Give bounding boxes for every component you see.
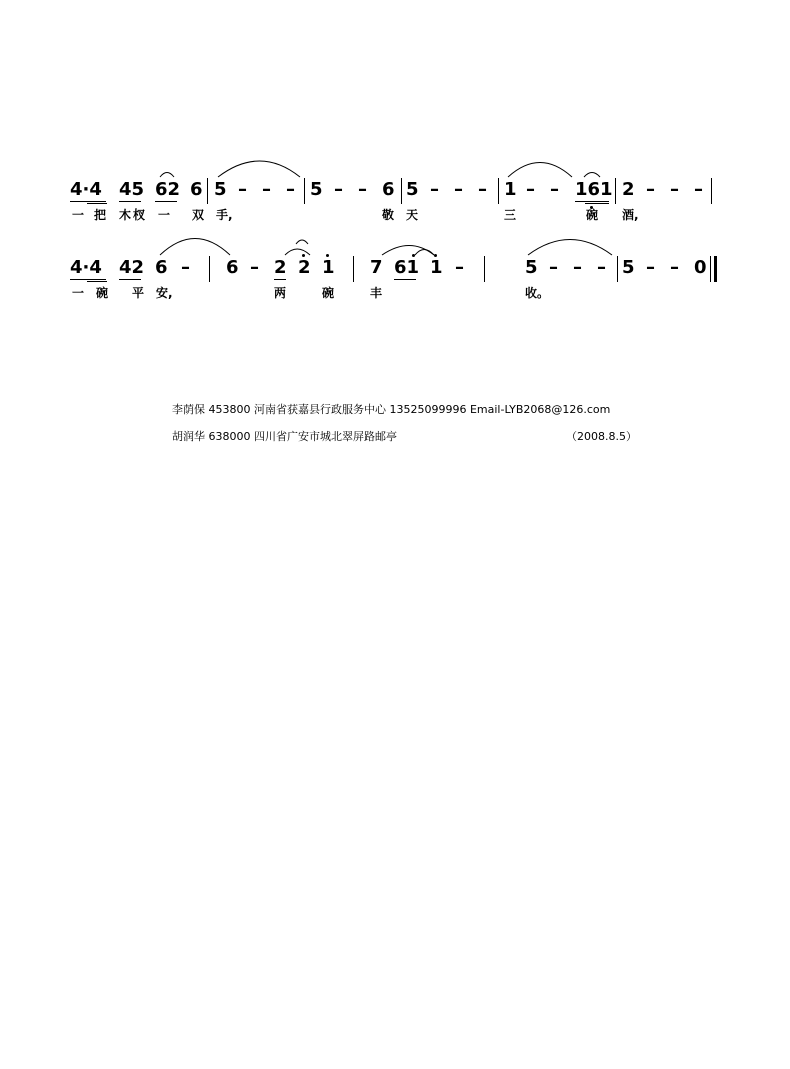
credit-line-2: 胡润华 638000 四川省广安市城北翠屏路邮亭 xyxy=(172,430,397,443)
lyric: 安, xyxy=(156,286,173,300)
note: 42 xyxy=(119,257,145,278)
barline xyxy=(207,178,208,204)
note: 62 xyxy=(155,179,181,200)
lyric: 木 xyxy=(119,208,132,222)
note: 5 xyxy=(406,179,419,200)
barline xyxy=(353,256,354,282)
note: 7 xyxy=(370,257,383,278)
barline xyxy=(304,178,305,204)
note: – xyxy=(286,179,295,200)
note: 4·4 xyxy=(70,179,102,200)
beam-line xyxy=(119,201,141,202)
lyric: 杈 xyxy=(133,208,146,222)
note: – xyxy=(358,179,367,200)
note: – xyxy=(573,257,582,278)
lyric: 碗 xyxy=(96,286,109,300)
lyric: 碗 xyxy=(322,286,335,300)
note: – xyxy=(526,179,535,200)
beam-line xyxy=(87,203,107,204)
barline xyxy=(615,178,616,204)
lyric: 手, xyxy=(216,208,233,222)
note: 2 xyxy=(298,257,311,278)
note: 6 xyxy=(155,257,168,278)
note: – xyxy=(670,179,679,200)
note: – xyxy=(430,179,439,200)
lyric: 天 xyxy=(406,208,419,222)
note: – xyxy=(550,179,559,200)
note: 5 xyxy=(622,257,635,278)
credit-date: （2008.8.5） xyxy=(566,430,637,443)
lyric: 把 xyxy=(94,208,107,222)
lyric: 双 xyxy=(192,208,205,222)
score-row-1 xyxy=(0,160,790,230)
beam-line xyxy=(394,279,416,280)
note: 1 xyxy=(322,257,335,278)
note: 161 xyxy=(575,179,613,200)
octave-dot xyxy=(326,254,329,257)
note: – xyxy=(238,179,247,200)
beam-line xyxy=(87,281,107,282)
note: 2 xyxy=(622,179,635,200)
note: 1 xyxy=(504,179,517,200)
beam-line xyxy=(70,279,106,280)
note: – xyxy=(597,257,606,278)
note: 2 xyxy=(274,257,287,278)
beam-line xyxy=(70,201,106,202)
note: – xyxy=(646,257,655,278)
lyric: 酒, xyxy=(622,208,639,222)
note: 6 xyxy=(382,179,395,200)
lyric: 一 xyxy=(72,286,85,300)
note: – xyxy=(646,179,655,200)
lyric: 平 xyxy=(132,286,145,300)
note: 45 xyxy=(119,179,145,200)
barline xyxy=(711,178,712,204)
lyric: 一 xyxy=(72,208,85,222)
note: – xyxy=(670,257,679,278)
note: 61 xyxy=(394,257,420,278)
barline xyxy=(710,256,711,282)
note: – xyxy=(181,257,190,278)
lyric: 敬 xyxy=(382,208,395,222)
note: – xyxy=(549,257,558,278)
note: – xyxy=(262,179,271,200)
note: – xyxy=(250,257,259,278)
octave-dot xyxy=(412,254,415,257)
note: 1 xyxy=(430,257,443,278)
note: – xyxy=(478,179,487,200)
note: – xyxy=(455,257,464,278)
lyric: 丰 xyxy=(370,286,383,300)
barline xyxy=(401,178,402,204)
lyric: 两 xyxy=(274,286,287,300)
note: 4·4 xyxy=(70,257,102,278)
note: – xyxy=(454,179,463,200)
beam-line xyxy=(585,203,609,204)
score-row-2 xyxy=(0,238,790,308)
beam-line xyxy=(119,279,141,280)
barline xyxy=(209,256,210,282)
barline xyxy=(484,256,485,282)
octave-dot xyxy=(302,254,305,257)
note: – xyxy=(334,179,343,200)
note: 6 xyxy=(190,179,203,200)
note: 0 xyxy=(694,257,707,278)
note: 5 xyxy=(525,257,538,278)
lyric: 一 xyxy=(158,208,171,222)
credit-line-1: 李荫保 453800 河南省获嘉县行政服务中心 13525099996 Email-LYB2068@126.com xyxy=(172,403,611,416)
lyric: 碗 xyxy=(586,208,599,222)
note: 6 xyxy=(226,257,239,278)
note: 5 xyxy=(310,179,323,200)
lyric: 收。 xyxy=(525,286,550,300)
octave-dot xyxy=(434,254,437,257)
lyric: 三 xyxy=(504,208,517,222)
beam-line xyxy=(274,279,286,280)
beam-line xyxy=(575,201,609,202)
note: – xyxy=(694,179,703,200)
barline xyxy=(617,256,618,282)
barline xyxy=(498,178,499,204)
beam-line xyxy=(155,201,177,202)
final-barline xyxy=(714,256,717,282)
note: 5 xyxy=(214,179,227,200)
